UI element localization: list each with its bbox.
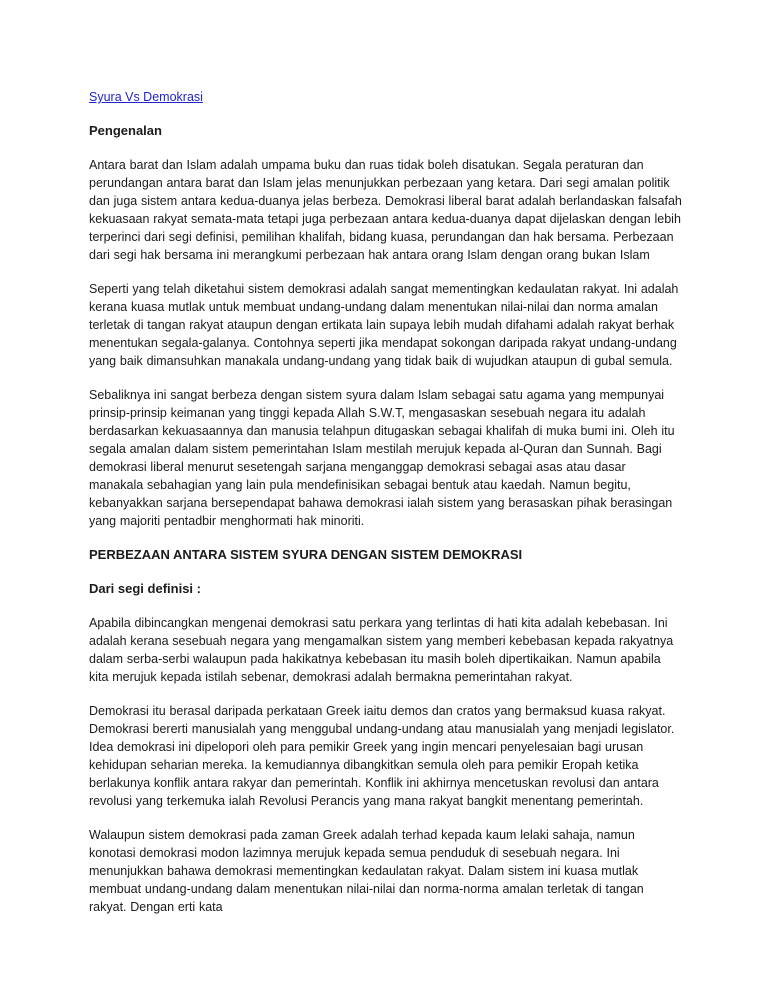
main-heading: PERBEZAAN ANTARA SISTEM SYURA DENGAN SISTEM DEMOKRASI xyxy=(89,547,523,562)
document-title-link[interactable]: Syura Vs Demokrasi xyxy=(89,90,203,104)
paragraph-4: Apabila dibincangkan mengenai demokrasi satu perkara yang terlintas di hati kita adalah kebebasan. Ini adalah kerana sesebuah negara yang mengamalkan sistem yang memberi kebebasan kepada rakyatnya dalam serba-serbi walaupun pada hakikatnya kebebasan itu masih boleh dipertikaikan. Namun apabila kita merujuk kepada istilah sebenar, demokrasi adalah bermakna pemerintahan rakyat. xyxy=(89,616,674,684)
paragraph-1: Antara barat dan Islam adalah umpama buku dan ruas tidak boleh disatukan. Segala peraturan dan perundangan antara barat dan Islam jelas menunjukkan perbezaan yang ketara. Dari segi amalan politik dan juga sistem antara kedua-duanya jelas berbeza. Demokrasi liberal barat adalah berlandaskan falsafah kekuasaan rakyat semata-mata tetapi juga perbezaan antara kedua-duanya dapat dijelaskan dengan lebih terperinci dari segi definisi, pemilihan khalifah, bidang kuasa, perundangan dan hak bersama. Perbezaan dari segi hak bersama ini merangkumi perbezaan hak antara orang Islam dengan orang bukan Islam xyxy=(89,158,682,262)
paragraph-6: Walaupun sistem demokrasi pada zaman Greek adalah terhad kepada kaum lelaki sahaja, namun konotasi demokrasi modon lazimnya merujuk kepada semua penduduk di sesebuah negara. Ini menunjukkan bahawa demokrasi mementingkan kedaulatan rakyat. Dalam sistem ini kuasa mutlak membuat undang-undang dalam menentukan nilai-nilai dan norma-norma amalan terletak di tangan rakyat. Dengan erti kata xyxy=(89,828,644,914)
paragraph-2: Seperti yang telah diketahui sistem demokrasi adalah sangat mementingkan kedaulatan rakyat. Ini adalah kerana kuasa mutlak untuk membuat undang-undang dalam menentukan nilai-nilai dan norma amalan terletak di tangan rakyat ataupun dengan ertikata lain supaya lebih mudah difahami adalah rakyat berhak menentukan segala-galanya. Contohnya seperti jika mendapat sokongan daripada rakyat undang-undang yang baik dimansuhkan manakala undang-undang yang tidak baik di wujudkan ataupun di gubal semula. xyxy=(89,282,679,368)
paragraph-3: Sebaliknya ini sangat berbeza dengan sistem syura dalam Islam sebagai satu agama yang mempunyai prinsip-prinsip keimanan yang tinggi kepada Allah S.W.T, mengasaskan sesebuah negara itu adalah berdasarkan kekuasaannya dan manusia telahpun ditugaskan sebagai khalifah di muka bumi ini. Oleh itu segala amalan dalam sistem pemerintahan Islam mestilah merujuk kepada al-Quran dan Sunnah. Bagi demokrasi liberal menurut sesetengah sarjana menganggap demokrasi sebagai asas atau dasar manakala sebahagian yang lain pula mendefinisikan sebagai bentuk atau kaedah. Namun begitu, kebanyakkan sarjana bersependapat bahawa demokrasi ialah sistem yang berasaskan pihak berasingan yang majoriti pentadbir menghormati hak minoriti. xyxy=(89,388,675,528)
intro-heading: Pengenalan xyxy=(89,123,162,138)
definition-subheading: Dari segi definisi : xyxy=(89,581,201,596)
paragraph-5: Demokrasi itu berasal daripada perkataan Greek iaitu demos dan cratos yang bermaksud kuasa rakyat. Demokrasi bererti manusialah yang menggubal undang-undang atau manusialah yang menjadi legislator. Idea demokrasi ini dipelopori oleh para pemikir Greek yang ingin mencari penyelesaian bagi urusan kehidupan seharian mereka. Ia kemudiannya dibangkitkan semula oleh para pemikir Eropah ketika berlakunya konflik antara rakyar dan pemerintah. Konflik ini akhirnya mencetuskan revolusi dan antara revolusi yang terkemuka ialah Revolusi Perancis yang mana rakyat bangkit menentang pemerintah. xyxy=(89,704,675,808)
